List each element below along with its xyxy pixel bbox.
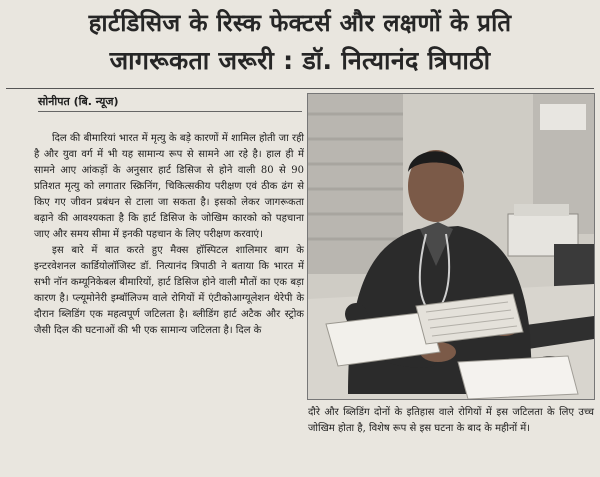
headline: [0, 0, 600, 80]
headline-line-2: जागरूकता जरूरी : डॉ. नित्यानंद त्रिपाठी: [109, 46, 491, 75]
headline-line-1: हार्टडिसिज के रिस्क फेक्टर्स और लक्षणों के प्रति: [88, 9, 512, 37]
article-paragraph-1: दिल की बीमारियां भारत में मृत्यु के बड़े कारणों में शामिल होती जा रही है और युवा वर्ग में भी यह सामान्य रूप से सामने आ रहे है। हाल ही में सामने आए आंकड़ों के अनुसार हार्ट डिसिज से होने वाली 80 से 90 प्रतिशत मृत्यु को लगातार स्क्रिनिंग, चिकित्सकीय परीक्षण एवं ठीक ढंग से किए गए जीवन प्रबंधन से टाला जा सकता है। इसको लेकर जागरूकता बढ़ाने की आवश्यकता है कि हार्ट डिसिज के जोखिम कारको को पहचाना जाए और समय सीमा में इनकी पहचान के लिए परीक्षण करवाएं।: [34, 133, 304, 240]
headline-divider: [6, 88, 594, 89]
dateline: सोनीपत (बि. न्यूज): [38, 95, 119, 108]
article-paragraph-3: दौरे और ब्लिडिंग दोनों के इतिहास वाले रोगियों में इस जटिलता के लिए उच्च जोखिम होता है, विशेष रूप से इस घटना के बाद के महीनों में।: [308, 407, 594, 434]
doctor-at-desk-illustration: [308, 94, 594, 399]
dateline-rule: [38, 111, 302, 112]
article-column-left: [34, 131, 304, 339]
article-column-right: [308, 405, 594, 437]
doctor-photo: [307, 93, 595, 400]
article-paragraph-2: इस बारे में बात करते हुए मैक्स हॉस्पिटल शालिमार बाग के इन्टरवेशनल कार्डियोलॉजिस्ट डॉ. नित्यानंद त्रिपाठी ने बताया कि भारत में सभी नॉन कम्यूनिकेबल बीमारियों, हार्ट डिसिज होने वाली मौतों का एक बड़ा कारण है। प्ल्यूमोनेरी इम्बॉलिज्म वाले रोगियों में एंटीकोआग्यूलेशन थेरेपी के दौरान ब्लिडिंग एक महत्वपूर्ण जटिलता है। ब्लीडिंग हार्ट अटैक और स्ट्रोक जैसी दिल की घटनाओं की भी एक सामान्य जटिलता है। दिल के: [34, 245, 304, 336]
